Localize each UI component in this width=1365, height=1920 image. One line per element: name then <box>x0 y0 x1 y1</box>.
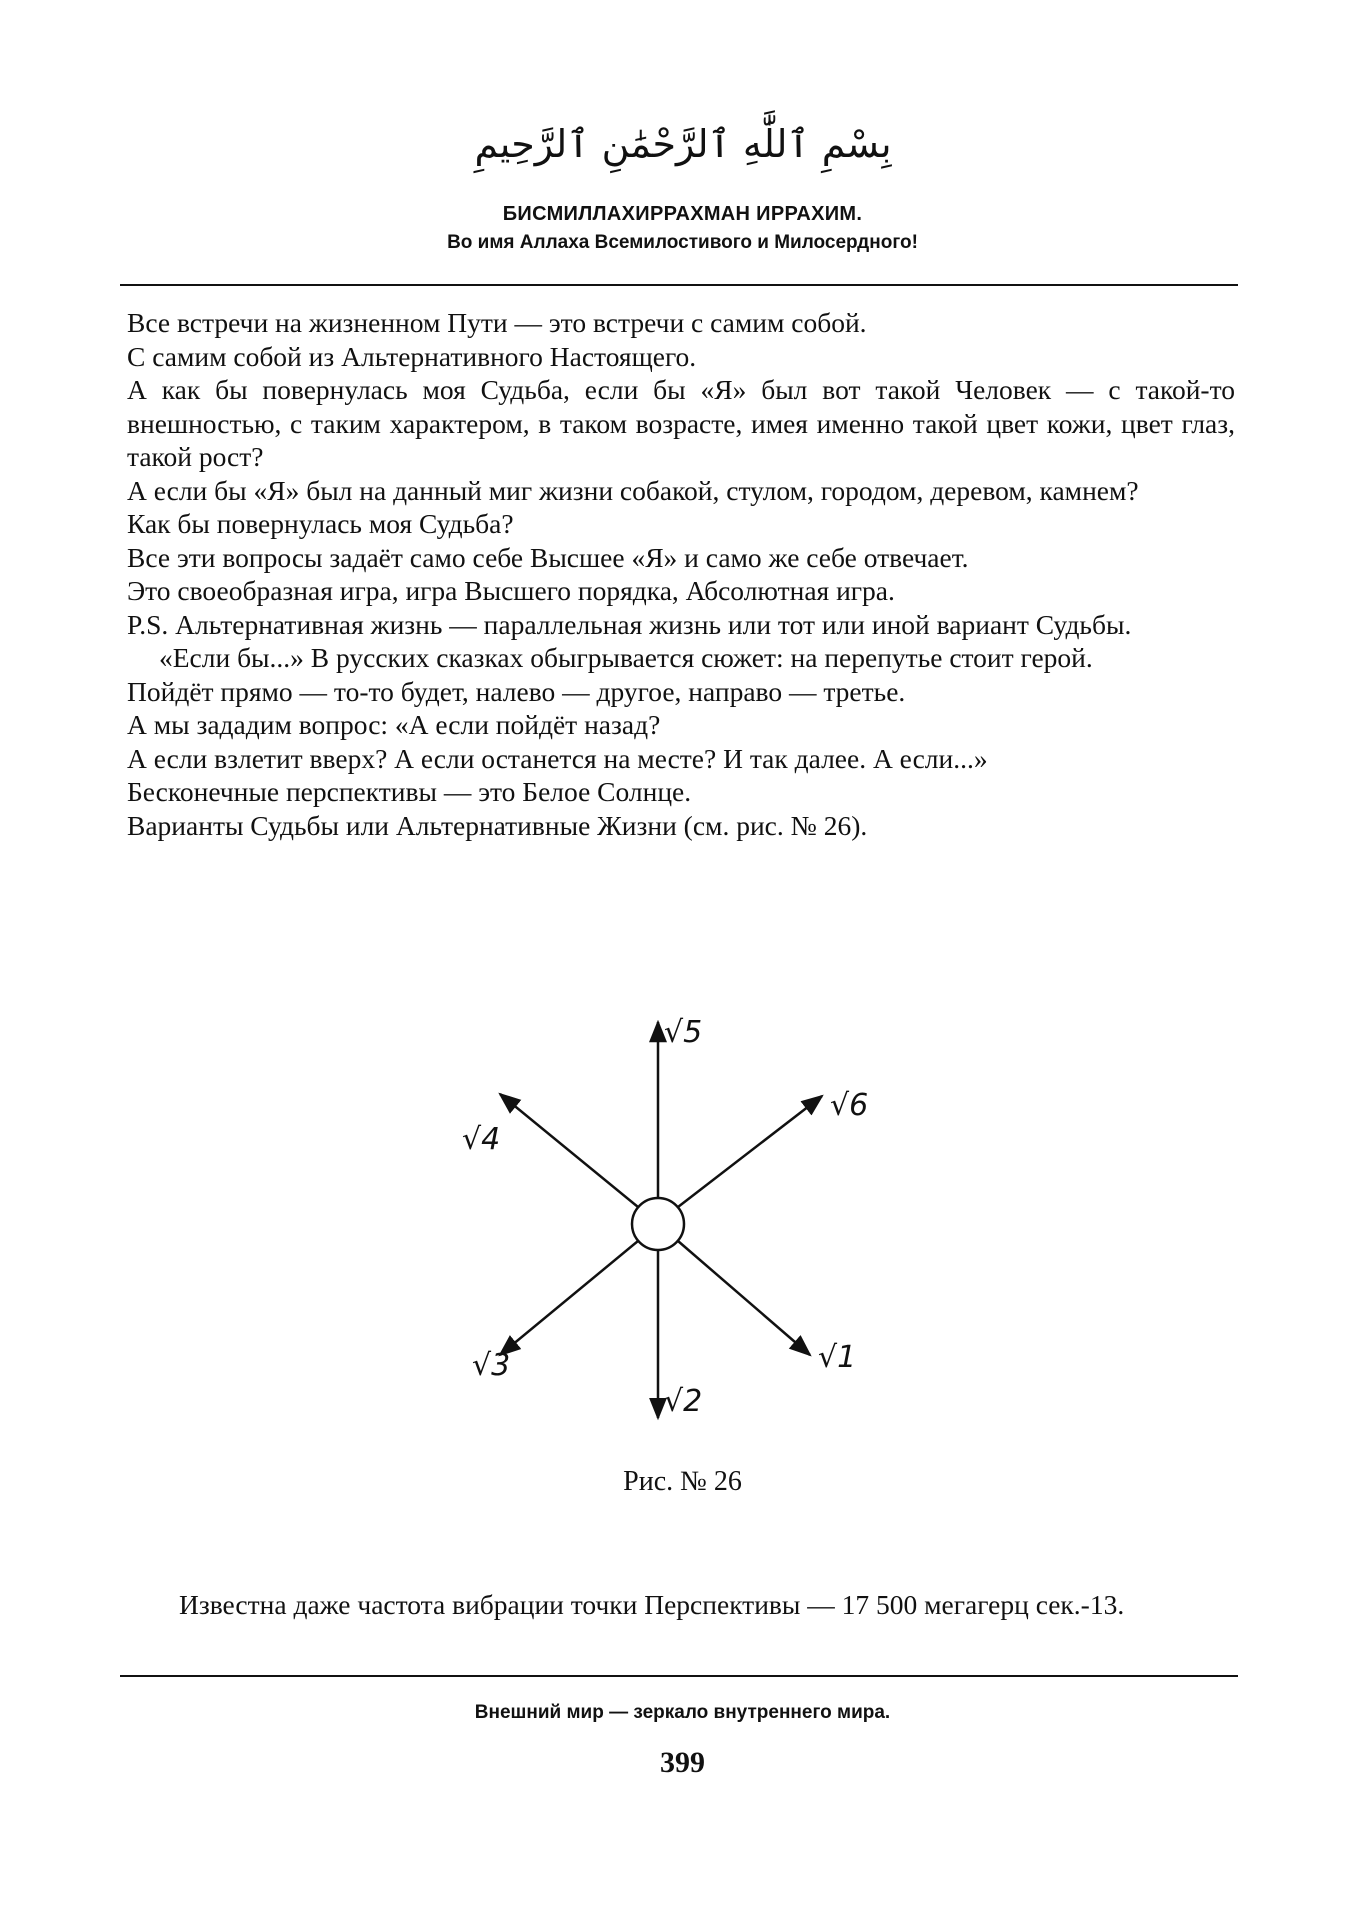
label-n2: √2 <box>664 1384 703 1419</box>
paragraph: Это своеобразная игра, игра Высшего порядка, Абсолютная игра. <box>127 575 895 606</box>
label-n3: √3 <box>472 1348 511 1383</box>
paragraph: А если бы «Я» был на данный миг жизни собакой, стулом, городом, деревом, камнем? <box>127 474 1139 506</box>
paragraph: Пойдёт прямо — то-то будет, налево — другое, направо — третье. <box>127 675 906 707</box>
path-line-n1 <box>678 1241 810 1355</box>
calligraphy-text: بِسْمِ ٱللَّٰهِ ٱلرَّحْمَٰنِ ٱلرَّحِيمِ <box>473 122 892 166</box>
paragraph: А как бы повернулась моя Судьба, если бы «Я» был вот такой Человек — с такой-то внешностью, с таким характером, в таком возрасте, имея именно такой цвет кожи, цвет глаз, такой рост? <box>127 374 1235 472</box>
footer-divider <box>120 1675 1238 1677</box>
paragraph: Все эти вопросы задаёт само себе Высшее «Я» и само же себе отвечает. <box>127 541 969 573</box>
body-text <box>127 306 1235 842</box>
paragraph: «Если бы...» В русских сказках обыгрывается сюжет: на перепутье стоит герой. <box>159 642 1093 673</box>
paragraph: Все встречи на жизненном Пути — это встречи с самим собой. <box>127 307 867 338</box>
header-divider <box>120 284 1238 286</box>
path-line-n6 <box>678 1096 822 1207</box>
paragraph: Варианты Судьбы или Альтернативные Жизни (см. рис. № 26). <box>127 809 868 841</box>
closing-paragraph: Известна даже частота вибрации точки Перспективы — 17 500 мегагерц сек.-13. <box>179 1589 1125 1620</box>
paragraph: С самим собой из Альтернативного Настоящего. <box>127 340 697 372</box>
figure-26 <box>400 1010 960 1430</box>
paragraph: А мы зададим вопрос: «А если пойдёт назад? <box>127 709 661 740</box>
header-title: БИСМИЛЛАХИРРАХМАН ИРРАХИМ. <box>502 203 863 225</box>
paragraph: Бесконечные перспективы — это Белое Солнце. <box>127 776 692 807</box>
paragraph: Как бы повернулась моя Судьба? <box>127 508 514 539</box>
figure-caption: Рис. № 26 <box>623 1466 742 1497</box>
paragraph: А если взлетит вверх? А если останется на месте? И так далее. А если...» <box>127 742 988 774</box>
label-n5: √5 <box>664 1015 703 1050</box>
center-circle <box>632 1198 684 1250</box>
path-line-n3 <box>500 1241 638 1355</box>
label-n4: √4 <box>462 1122 501 1157</box>
header-subtitle: Во имя Аллаха Всемилостивого и Милосердного! <box>447 232 918 253</box>
path-line-n4 <box>500 1094 638 1207</box>
label-n1: √1 <box>818 1340 857 1375</box>
footer-motto: Внешний мир — зеркало внутреннего мира. <box>474 1702 891 1723</box>
bismillah-calligraphy <box>0 95 1365 185</box>
calligraphy-image <box>473 95 892 185</box>
page-number: 399 <box>660 1746 705 1779</box>
paragraph: P.S. Альтернативная жизнь — параллельная жизнь или тот или иной вариант Судьбы. <box>127 608 1132 640</box>
label-n6: √6 <box>830 1088 869 1123</box>
